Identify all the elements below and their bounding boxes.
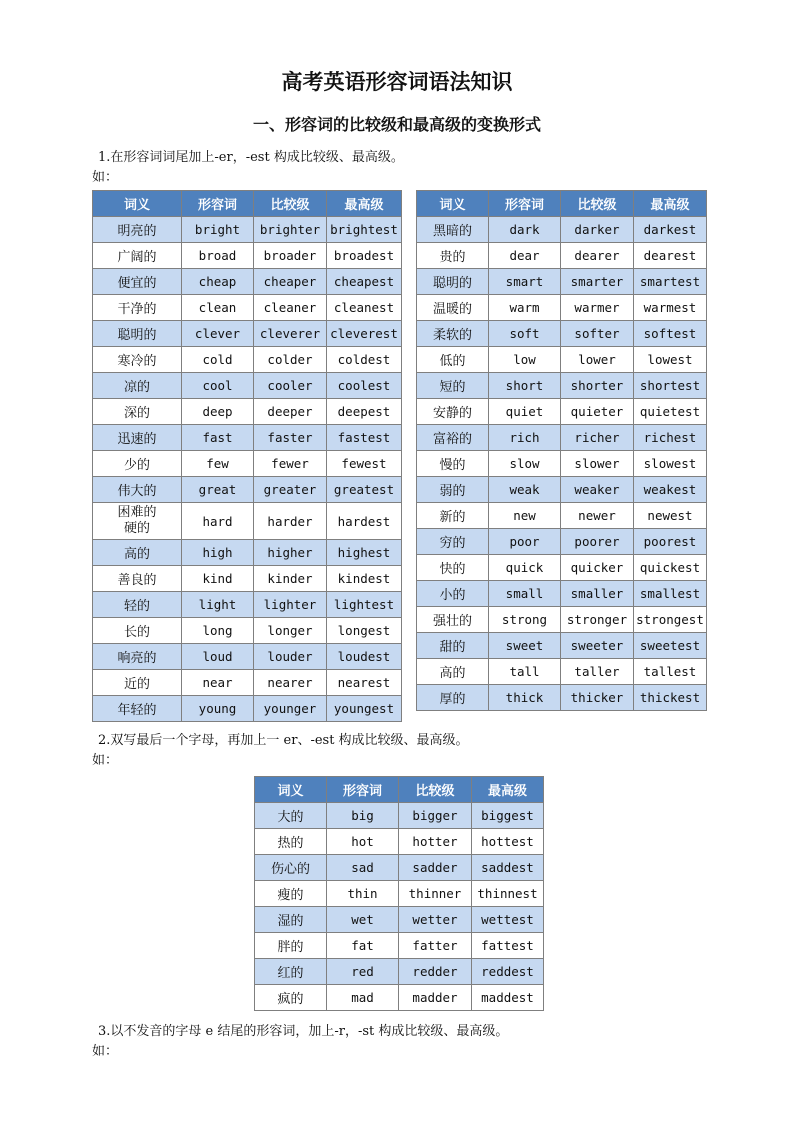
comparative-cell: broader <box>254 243 327 269</box>
superlative-cell: dearest <box>634 243 707 269</box>
meaning-cell: 善良的 <box>93 566 182 592</box>
adjective-cell: big <box>327 803 399 829</box>
comparative-cell: stronger <box>561 607 634 633</box>
table-row <box>93 295 402 321</box>
superlative-cell: cleanest <box>327 295 402 321</box>
table-row <box>255 907 544 933</box>
superlative-cell: broadest <box>327 243 402 269</box>
table-row <box>255 959 544 985</box>
meaning-cell: 近的 <box>93 670 182 696</box>
superlative-cell: fastest <box>327 425 402 451</box>
superlative-cell: coolest <box>327 373 402 399</box>
meaning-cell: 凉的 <box>93 373 182 399</box>
adjective-cell: long <box>182 618 254 644</box>
comparative-cell: quieter <box>561 399 634 425</box>
rule-2-number: 2. <box>98 733 111 748</box>
meaning-cell: 响亮的 <box>93 644 182 670</box>
superlative-cell: nearest <box>327 670 402 696</box>
table-row <box>93 592 402 618</box>
adjective-cell: quick <box>489 555 561 581</box>
adjective-cell: smart <box>489 269 561 295</box>
adjective-cell: dark <box>489 217 561 243</box>
meaning-cell: 强壮的 <box>417 607 489 633</box>
meaning-cell: 长的 <box>93 618 182 644</box>
table-row <box>93 566 402 592</box>
comparative-cell: fewer <box>254 451 327 477</box>
superlative-cell: quickest <box>634 555 707 581</box>
adjective-cell: clean <box>182 295 254 321</box>
rule-2 <box>92 729 469 748</box>
comparative-cell: smaller <box>561 581 634 607</box>
superlative-cell: reddest <box>472 959 544 985</box>
adjective-cell: fast <box>182 425 254 451</box>
adjective-cell: few <box>182 451 254 477</box>
comparative-cell: smarter <box>561 269 634 295</box>
column-header: 形容词 <box>489 191 561 217</box>
table-row <box>255 985 544 1011</box>
meaning-cell: 短的 <box>417 373 489 399</box>
superlative-cell: greatest <box>327 477 402 503</box>
adjective-cell: tall <box>489 659 561 685</box>
adjective-cell: kind <box>182 566 254 592</box>
superlative-cell: kindest <box>327 566 402 592</box>
superlative-cell: thinnest <box>472 881 544 907</box>
meaning-cell: 热的 <box>255 829 327 855</box>
column-header: 比较级 <box>399 777 472 803</box>
rule-1 <box>92 146 404 165</box>
adjective-cell: cold <box>182 347 254 373</box>
meaning-cell: 胖的 <box>255 933 327 959</box>
meaning-cell: 柔软的 <box>417 321 489 347</box>
superlative-cell: lightest <box>327 592 402 618</box>
column-header: 最高级 <box>472 777 544 803</box>
superlative-cell: quietest <box>634 399 707 425</box>
adjective-cell: clever <box>182 321 254 347</box>
comparative-cell: kinder <box>254 566 327 592</box>
meaning-cell: 黑暗的 <box>417 217 489 243</box>
comparative-cell: deeper <box>254 399 327 425</box>
superlative-cell: richest <box>634 425 707 451</box>
table-row <box>93 503 402 540</box>
superlative-cell: hottest <box>472 829 544 855</box>
superlative-cell: shortest <box>634 373 707 399</box>
double-consonant-table <box>254 776 544 1011</box>
table-row <box>417 529 707 555</box>
meaning-cell: 便宜的 <box>93 269 182 295</box>
comparative-cell: sweeter <box>561 633 634 659</box>
table-row <box>255 829 544 855</box>
table-row <box>93 425 402 451</box>
superlative-cell: cheapest <box>327 269 402 295</box>
meaning-cell: 慢的 <box>417 451 489 477</box>
meaning-cell: 明亮的 <box>93 217 182 243</box>
meaning-cell: 小的 <box>417 581 489 607</box>
adjective-cell: poor <box>489 529 561 555</box>
table-row <box>93 451 402 477</box>
comparative-cell: faster <box>254 425 327 451</box>
table-row <box>93 373 402 399</box>
column-header: 最高级 <box>634 191 707 217</box>
meaning-cell: 迅速的 <box>93 425 182 451</box>
comparative-cell: darker <box>561 217 634 243</box>
meaning-cell: 深的 <box>93 399 182 425</box>
table-row <box>417 633 707 659</box>
table-row <box>417 425 707 451</box>
column-header: 词义 <box>255 777 327 803</box>
meaning-cell: 干净的 <box>93 295 182 321</box>
meaning-cell: 穷的 <box>417 529 489 555</box>
comparative-cell: sadder <box>399 855 472 881</box>
superlative-cell: youngest <box>327 696 402 722</box>
meaning-cell: 温暖的 <box>417 295 489 321</box>
table-row <box>255 881 544 907</box>
superlative-cell: wettest <box>472 907 544 933</box>
adjective-cell: wet <box>327 907 399 933</box>
table-row <box>93 618 402 644</box>
comparative-cell: cleaner <box>254 295 327 321</box>
meaning-cell: 高的 <box>417 659 489 685</box>
comparative-cell: wetter <box>399 907 472 933</box>
superlative-cell: warmest <box>634 295 707 321</box>
comparative-cell: cheaper <box>254 269 327 295</box>
adjective-cell: near <box>182 670 254 696</box>
meaning-cell: 弱的 <box>417 477 489 503</box>
adjective-cell: great <box>182 477 254 503</box>
rule-2-text: 双写最后一个字母，再加上一 er、-est 构成比较级、最高级。 <box>110 733 469 748</box>
meaning-cell: 困难的 硬的 <box>93 503 182 540</box>
superlative-cell: softest <box>634 321 707 347</box>
adjective-cell: thin <box>327 881 399 907</box>
table-row <box>93 540 402 566</box>
superlative-cell: fewest <box>327 451 402 477</box>
adjective-cell: slow <box>489 451 561 477</box>
adjective-cell: soft <box>489 321 561 347</box>
meaning-cell: 高的 <box>93 540 182 566</box>
superlative-cell: newest <box>634 503 707 529</box>
comparison-table-left <box>92 190 402 722</box>
superlative-cell: sweetest <box>634 633 707 659</box>
column-header: 比较级 <box>561 191 634 217</box>
adjective-cell: high <box>182 540 254 566</box>
table-row <box>417 295 707 321</box>
meaning-cell: 厚的 <box>417 685 489 711</box>
table-header-row <box>255 777 544 803</box>
rule-2-example-label: 如： <box>92 753 119 768</box>
comparative-cell: lighter <box>254 592 327 618</box>
table-row <box>93 477 402 503</box>
adjective-cell: warm <box>489 295 561 321</box>
meaning-cell: 伤心的 <box>255 855 327 881</box>
comparative-cell: bigger <box>399 803 472 829</box>
adjective-cell: rich <box>489 425 561 451</box>
column-header: 词义 <box>93 191 182 217</box>
adjective-cell: hard <box>182 503 254 540</box>
column-header: 最高级 <box>327 191 402 217</box>
table-row <box>417 555 707 581</box>
meaning-cell: 富裕的 <box>417 425 489 451</box>
meaning-cell: 新的 <box>417 503 489 529</box>
comparative-cell: madder <box>399 985 472 1011</box>
table-row <box>93 670 402 696</box>
superlative-cell: poorest <box>634 529 707 555</box>
adjective-cell: low <box>489 347 561 373</box>
adjective-cell: deep <box>182 399 254 425</box>
table-row <box>93 696 402 722</box>
superlative-cell: deepest <box>327 399 402 425</box>
comparative-cell: brighter <box>254 217 327 243</box>
table-row <box>417 321 707 347</box>
meaning-cell: 甜的 <box>417 633 489 659</box>
comparative-cell: harder <box>254 503 327 540</box>
superlative-cell: highest <box>327 540 402 566</box>
comparative-cell: longer <box>254 618 327 644</box>
rule-3-number: 3. <box>98 1024 111 1039</box>
superlative-cell: thickest <box>634 685 707 711</box>
meaning-cell: 低的 <box>417 347 489 373</box>
meaning-cell: 红的 <box>255 959 327 985</box>
comparative-cell: louder <box>254 644 327 670</box>
adjective-cell: weak <box>489 477 561 503</box>
superlative-cell: smallest <box>634 581 707 607</box>
table-row <box>417 607 707 633</box>
rule-3-example-label: 如： <box>92 1044 119 1059</box>
comparative-cell: dearer <box>561 243 634 269</box>
adjective-cell: broad <box>182 243 254 269</box>
comparative-cell: shorter <box>561 373 634 399</box>
table-row <box>93 243 402 269</box>
superlative-cell: fattest <box>472 933 544 959</box>
table-row <box>255 933 544 959</box>
table-row <box>255 803 544 829</box>
meaning-cell: 轻的 <box>93 592 182 618</box>
comparative-cell: thinner <box>399 881 472 907</box>
superlative-cell: brightest <box>327 217 402 243</box>
superlative-cell: maddest <box>472 985 544 1011</box>
adjective-cell: mad <box>327 985 399 1011</box>
meaning-cell: 聪明的 <box>417 269 489 295</box>
meaning-cell: 少的 <box>93 451 182 477</box>
adjective-cell: light <box>182 592 254 618</box>
comparative-cell: thicker <box>561 685 634 711</box>
meaning-cell: 年轻的 <box>93 696 182 722</box>
comparative-cell: richer <box>561 425 634 451</box>
table-row <box>417 685 707 711</box>
superlative-cell: darkest <box>634 217 707 243</box>
adjective-cell: sad <box>327 855 399 881</box>
meaning-cell: 大的 <box>255 803 327 829</box>
meaning-cell: 聪明的 <box>93 321 182 347</box>
comparative-cell: redder <box>399 959 472 985</box>
meaning-cell: 湿的 <box>255 907 327 933</box>
section-heading: 一、形容词的比较级和最高级的变换形式 <box>252 115 541 134</box>
rule-1-example-label: 如： <box>92 170 119 185</box>
comparative-cell: taller <box>561 659 634 685</box>
table-row <box>93 399 402 425</box>
comparative-cell: higher <box>254 540 327 566</box>
table-header-row <box>93 191 402 217</box>
rule-1-number: 1. <box>98 150 111 165</box>
column-header: 形容词 <box>182 191 254 217</box>
comparative-cell: fatter <box>399 933 472 959</box>
table-row <box>417 373 707 399</box>
superlative-cell: slowest <box>634 451 707 477</box>
comparative-cell: newer <box>561 503 634 529</box>
table-header-row <box>417 191 707 217</box>
table-row <box>417 269 707 295</box>
superlative-cell: longest <box>327 618 402 644</box>
table-row <box>417 243 707 269</box>
adjective-cell: strong <box>489 607 561 633</box>
superlative-cell: coldest <box>327 347 402 373</box>
meaning-cell: 伟大的 <box>93 477 182 503</box>
rule-3 <box>92 1020 508 1039</box>
adjective-cell: small <box>489 581 561 607</box>
comparative-cell: colder <box>254 347 327 373</box>
table-row <box>93 347 402 373</box>
superlative-cell: saddest <box>472 855 544 881</box>
column-header: 形容词 <box>327 777 399 803</box>
meaning-cell: 疯的 <box>255 985 327 1011</box>
adjective-cell: red <box>327 959 399 985</box>
superlative-cell: loudest <box>327 644 402 670</box>
meaning-cell: 寒冷的 <box>93 347 182 373</box>
table-row <box>417 581 707 607</box>
adjective-cell: new <box>489 503 561 529</box>
rule-3-text: 以不发音的字母 e 结尾的形容词，加上-r，-st 构成比较级、最高级。 <box>110 1024 509 1039</box>
adjective-cell: short <box>489 373 561 399</box>
comparative-cell: slower <box>561 451 634 477</box>
table-row <box>93 269 402 295</box>
adjective-cell: cheap <box>182 269 254 295</box>
comparison-table-right <box>416 190 707 711</box>
table-row <box>417 399 707 425</box>
table-row <box>417 451 707 477</box>
comparative-cell: nearer <box>254 670 327 696</box>
meaning-cell: 快的 <box>417 555 489 581</box>
table-row <box>417 347 707 373</box>
table-row <box>417 217 707 243</box>
adjective-cell: sweet <box>489 633 561 659</box>
adjective-cell: hot <box>327 829 399 855</box>
superlative-cell: weakest <box>634 477 707 503</box>
column-header: 比较级 <box>254 191 327 217</box>
adjective-cell: thick <box>489 685 561 711</box>
comparative-cell: warmer <box>561 295 634 321</box>
table-row <box>417 503 707 529</box>
comparative-cell: hotter <box>399 829 472 855</box>
meaning-cell: 广阔的 <box>93 243 182 269</box>
meaning-cell: 安静的 <box>417 399 489 425</box>
comparative-cell: quicker <box>561 555 634 581</box>
superlative-cell: biggest <box>472 803 544 829</box>
adjective-cell: dear <box>489 243 561 269</box>
column-header: 词义 <box>417 191 489 217</box>
rule-1-text: 在形容词词尾加上-er，-est 构成比较级、最高级。 <box>110 150 404 165</box>
superlative-cell: cleverest <box>327 321 402 347</box>
table-row <box>255 855 544 881</box>
table-row <box>93 217 402 243</box>
superlative-cell: strongest <box>634 607 707 633</box>
document-title: 高考英语形容词语法知识 <box>281 69 513 94</box>
comparative-cell: weaker <box>561 477 634 503</box>
adjective-cell: young <box>182 696 254 722</box>
superlative-cell: smartest <box>634 269 707 295</box>
comparative-cell: greater <box>254 477 327 503</box>
table-row <box>93 321 402 347</box>
comparative-cell: softer <box>561 321 634 347</box>
comparative-cell: cooler <box>254 373 327 399</box>
adjective-cell: quiet <box>489 399 561 425</box>
comparative-cell: lower <box>561 347 634 373</box>
adjective-cell: cool <box>182 373 254 399</box>
meaning-cell: 瘦的 <box>255 881 327 907</box>
comparative-cell: poorer <box>561 529 634 555</box>
comparative-cell: younger <box>254 696 327 722</box>
comparative-cell: cleverer <box>254 321 327 347</box>
superlative-cell: hardest <box>327 503 402 540</box>
meaning-cell: 贵的 <box>417 243 489 269</box>
table-row <box>417 477 707 503</box>
superlative-cell: tallest <box>634 659 707 685</box>
adjective-cell: bright <box>182 217 254 243</box>
table-row <box>93 644 402 670</box>
adjective-cell: loud <box>182 644 254 670</box>
superlative-cell: lowest <box>634 347 707 373</box>
table-row <box>417 659 707 685</box>
adjective-cell: fat <box>327 933 399 959</box>
